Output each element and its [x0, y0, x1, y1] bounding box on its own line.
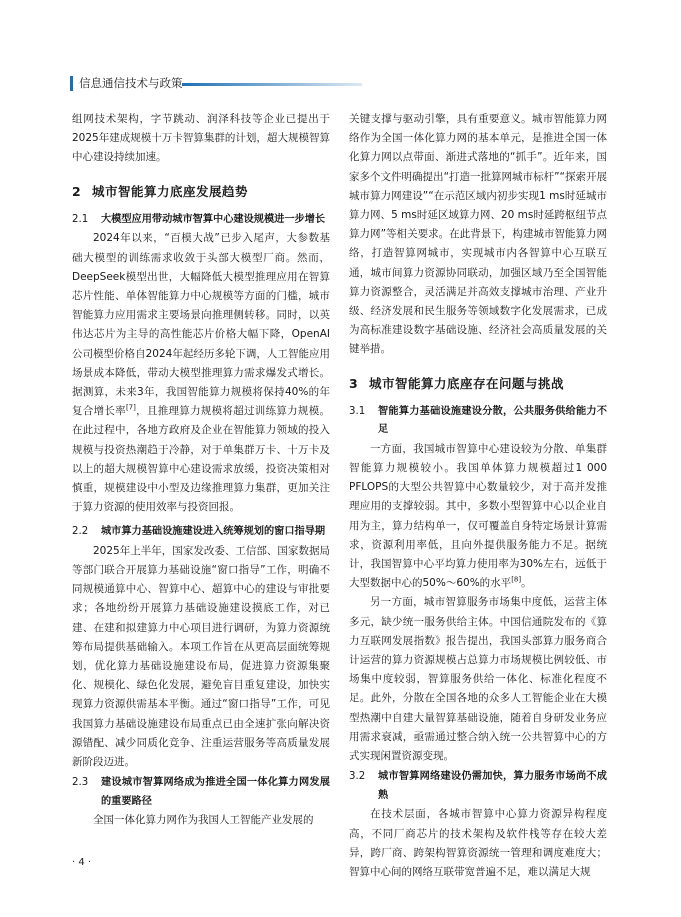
citation-7: [7]: [125, 403, 136, 412]
paragraph: 另一方面，城市智算服务市场集中度低，运营主体多元，缺少统一服务供给主体。中国信通院发布的《算力互联网发展指数》报告提出，我国头部算力服务商合计运营的算力资源规模占总算力市场规模比例较低、市场集中度较弱，智算服务供给一体化、标准化程度不足。此外，分散在全国各地的众多人工智能企业在大模型热潮中自建大量智算基础设施，随着自身研发业务应用需求衰减，亟需通过整合纳入统一公共智算中心的方式实现闲置资源变现。: [349, 596, 607, 763]
section-number: 2: [72, 183, 82, 199]
paragraph: [349, 440, 607, 594]
subsection-title: 建设城市智算网络成为推进全国一体化算力网发展的重要路径: [101, 777, 330, 807]
subsection-number: 2.2: [72, 526, 89, 538]
section-title: 城市智能算力底座发展趋势: [92, 183, 249, 199]
paragraph: [72, 229, 330, 517]
paragraph: 全国一体化算力网作为我国人工智能产业发展的: [93, 814, 314, 827]
paragraph-text: 2024年以来，“百模大战”已步入尾声，大参数基础大模型的训练需求收敛于头部大模型厂商。然而，DeepSeek模型出世，大幅降低大模型推理应用在智算芯片性能、单体智能算力中心规模等方面的门槛，城市智能算力应用需求主要场景向推理侧转移。同时，以英伟达芯片为主导的高性能芯片价格大幅下降，OpenAI公司模型价格自2024年起经历多轮下调，人工智能应用场景成本降低，带动大模型推理算力需求爆发式增长。据测算，未来3年，我国智能算力规模将保持40%的年复合增长率: [72, 232, 330, 418]
header-rule: [182, 83, 362, 86]
subsection-title: 大模型应用带动城市智算中心建设规模进一步增长: [101, 213, 326, 225]
header-accent-bar: [70, 76, 73, 91]
section-title: 城市智能算力底座存在问题与挑战: [369, 375, 565, 391]
page-number: · 4 ·: [72, 857, 92, 868]
subsection-heading: [349, 768, 607, 805]
paragraph-text: 。: [521, 577, 532, 590]
paragraph-text: 一方面，我国城市智算中心建设较为分散、单集群智能算力规模较小。我国单体算力规模超过1 000 PFLOPS的大型公共智算中心数量较少，对于高并发推理应用的支撑较弱。其中，多数小型智算中心以企业自用为主，算力结构单一，仅可覆盖自身特定场景计算需求，资源利用率低，且向外提供服务能力不足。据统计，我国智算中心平均算力使用率为30%左右，远低于大型数据中心的50%～60%的水平: [349, 442, 607, 590]
paragraph: 关键支撑与驱动引擎，具有重要意义。城市智能算力网络作为全国一体化算力网的基本单元，是推进全国一体化算力网以点带面、渐进式落地的“抓手”。近年来，国家多个文件明确提出“打造一批算网城市标杆”“探索开展城市算力网建设”“在示范区域内初步实现1 ms时延城市算力网、5 ms时延区域算力网、20 ms时延跨枢纽节点算力网”等相关要求。在此背景下，构建城市智能算力网络，打造智算网城市，实现城市内各智算中心互联互通，城市间算力资源协同联动，加强区域乃至全国智能算力资源整合，灵活满足并高效支撑城市治理、产业升级、经济发展和民生服务等领域数字化发展需求，已成为高标准建设数字基础设施、经济社会高质量发展的关键举措。: [349, 113, 607, 356]
subsection-title: 城市智算网络建设仍需加快，算力服务市场尚不成熟: [378, 771, 607, 801]
paragraph: 在技术层面，各城市智算中心算力资源异构程度高，不同厂商芯片的技术架构及软件栈等存在较大差异，跨厂商、跨架构智算资源统一管理和调度难度大；智算中心间的网络互联带宽普遍不足，难以满足大规: [349, 808, 607, 878]
paragraph: 组网技术架构，字节跳动、润泽科技等企业已提出于2025年建成规模十万卡智算集群的计划，超大规模智算中心建设持续加速。: [72, 113, 330, 164]
section-heading: [349, 374, 607, 393]
subsection-number: 3.1: [349, 405, 366, 417]
subsection-number: 3.2: [349, 771, 366, 783]
paragraph-text: ，且推理算力规模将超过训练算力规模。在此过程中，各地方政府及企业在智能算力领域的投入规模与投资热潮趋于冷静，对于单集群万卡、十万卡及以上的超大规模智算中心建设需求放缓，投资决策相对慎重，规模建设中小型及边缘推理算力集群，更加关注于算力资源的使用效率与投资回报。: [72, 405, 331, 514]
journal-title: 信息通信技术与政策: [79, 76, 183, 90]
subsection-heading: [72, 211, 330, 230]
left-column: [72, 110, 330, 831]
section-number: 3: [349, 375, 359, 391]
subsection-number: 2.3: [72, 777, 89, 789]
right-column: [349, 110, 607, 882]
running-header: [70, 72, 630, 94]
subsection-heading: [349, 403, 607, 440]
subsection-title: 智能算力基础设施建设分散，公共服务供给能力不足: [378, 405, 607, 436]
subsection-title: 城市算力基础设施建设进入统筹规划的窗口指导期: [101, 526, 326, 538]
paragraph: 2025年上半年，国家发改委、工信部、国家数据局等部门联合开展算力基础设施“窗口指导”工作，明确不同规模通算中心、智算中心、超算中心的建设与审批要求；各地纷纷开展算力基础设施建设摸底工作，对已建、在建和拟建算力中心项目进行调研，为算力资源统筹布局提供基础输入。本项工作旨在从更高层面统筹规划，优化算力基础设施建设布局，促进算力资源集聚化、规模化、绿色化发展，避免盲目重复建设，加快实现算力资源供需基本平衡。通过“窗口指导”工作，可见我国算力基础设施建设布局重点已由全速扩张向解决资源错配、减少同质化竞争、注重运营服务等高质量发展新阶段迈进。: [72, 544, 330, 769]
section-heading: [72, 182, 330, 201]
subsection-heading: [72, 523, 330, 542]
citation-8: [8]: [511, 575, 522, 584]
subsection-number: 2.1: [72, 213, 89, 225]
subsection-heading: [72, 774, 330, 811]
